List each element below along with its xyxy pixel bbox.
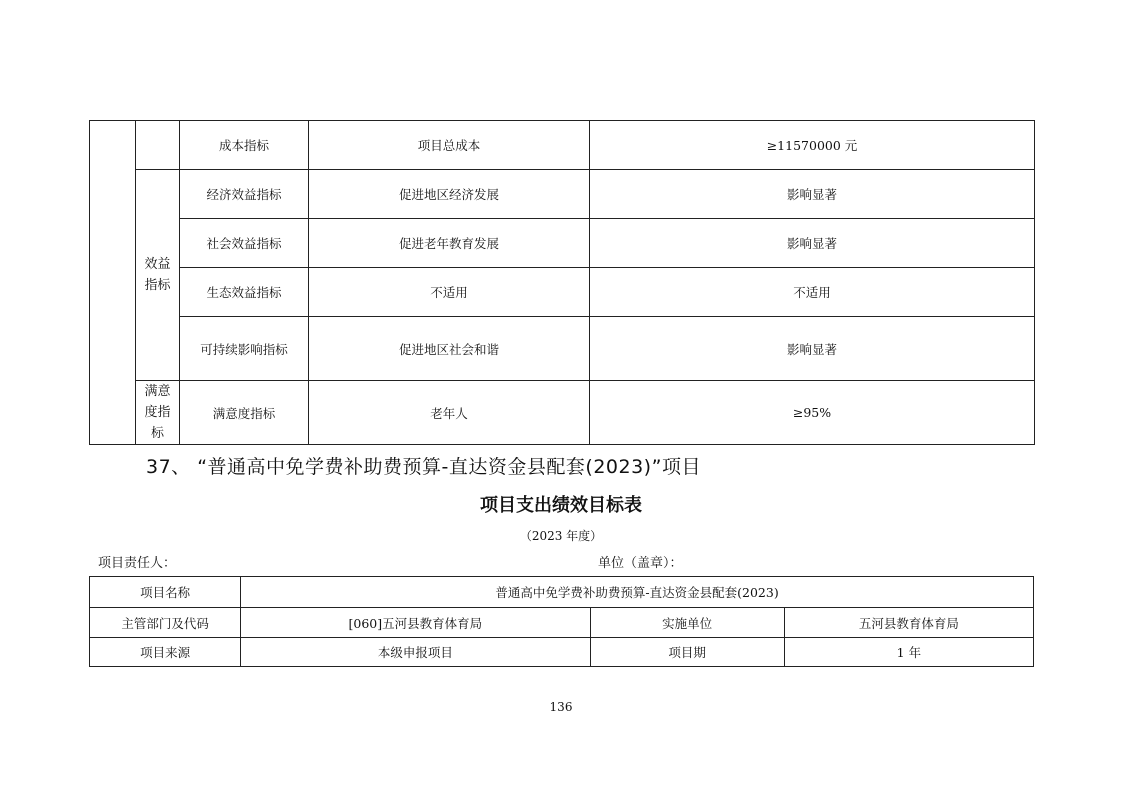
content-cell: 促进老年教育发展: [309, 219, 590, 268]
department-label: 主管部门及代码: [90, 608, 241, 638]
content-cell: 促进地区经济发展: [309, 170, 590, 219]
satisfaction-category-cell: [136, 381, 180, 445]
target-cell: 不适用: [590, 268, 1035, 317]
page-number: 136: [549, 700, 573, 714]
implementing-unit-label: 实施单位: [590, 608, 784, 638]
project-source-value: 本级申报项目: [241, 638, 590, 667]
project-info-table: [89, 576, 1034, 667]
table-row: [90, 317, 1035, 381]
responsible-person-label: 项目责任人：: [98, 556, 177, 571]
benefit-category-cell: [136, 170, 180, 381]
indicator-cell: 社会效益指标: [180, 219, 309, 268]
target-cell: 影响显著: [590, 317, 1035, 381]
table-row: [90, 219, 1035, 268]
target-cell: ≥95%: [590, 381, 1035, 445]
outer-category-cell: [90, 121, 136, 445]
indicator-cell: 满意度指标: [180, 381, 309, 445]
table-row: [90, 608, 1034, 638]
performance-indicator-table: [89, 120, 1035, 445]
table-row: [90, 121, 1035, 170]
project-period-value: 1 年: [784, 638, 1033, 667]
implementing-unit-value: 五河县教育体育局: [784, 608, 1033, 638]
department-value: [060]五河县教育体育局: [241, 608, 590, 638]
section-heading: 37、 “普通高中免学费补助费预算-直达资金县配套(2023)”项目: [146, 456, 701, 478]
satisfaction-label-line1: 满意: [144, 384, 171, 399]
table-title: 项目支出绩效目标表: [480, 495, 642, 516]
table-row: [90, 381, 1035, 445]
target-cell: 影响显著: [590, 170, 1035, 219]
target-cell: ≥11570000 元: [590, 121, 1035, 170]
indicator-cell: 生态效益指标: [180, 268, 309, 317]
benefit-label-line1: 效益: [144, 257, 171, 272]
indicator-cell: 经济效益指标: [180, 170, 309, 219]
table-row: [90, 170, 1035, 219]
year-label: （2023 年度）: [519, 529, 603, 543]
satisfaction-label-line3: 标: [150, 426, 164, 441]
target-cell: 影响显著: [590, 219, 1035, 268]
indicator-cell: 成本指标: [180, 121, 309, 170]
benefit-label-line2: 指标: [144, 278, 171, 293]
content-cell: 项目总成本: [309, 121, 590, 170]
indicator-cell: 可持续影响指标: [180, 317, 309, 381]
project-name-label: 项目名称: [90, 577, 241, 608]
satisfaction-label-line2: 度指: [144, 405, 171, 420]
project-period-label: 项目期: [590, 638, 784, 667]
project-source-label: 项目来源: [90, 638, 241, 667]
project-name-value: 普通高中免学费补助费预算-直达资金县配套(2023): [241, 577, 1034, 608]
table-row: [90, 577, 1034, 608]
unit-seal-label: 单位（盖章）：: [598, 556, 683, 571]
content-cell: 不适用: [309, 268, 590, 317]
category-cell: [136, 121, 180, 170]
table-row: [90, 268, 1035, 317]
content-cell: 促进地区社会和谐: [309, 317, 590, 381]
content-cell: 老年人: [309, 381, 590, 445]
table-row: [90, 638, 1034, 667]
